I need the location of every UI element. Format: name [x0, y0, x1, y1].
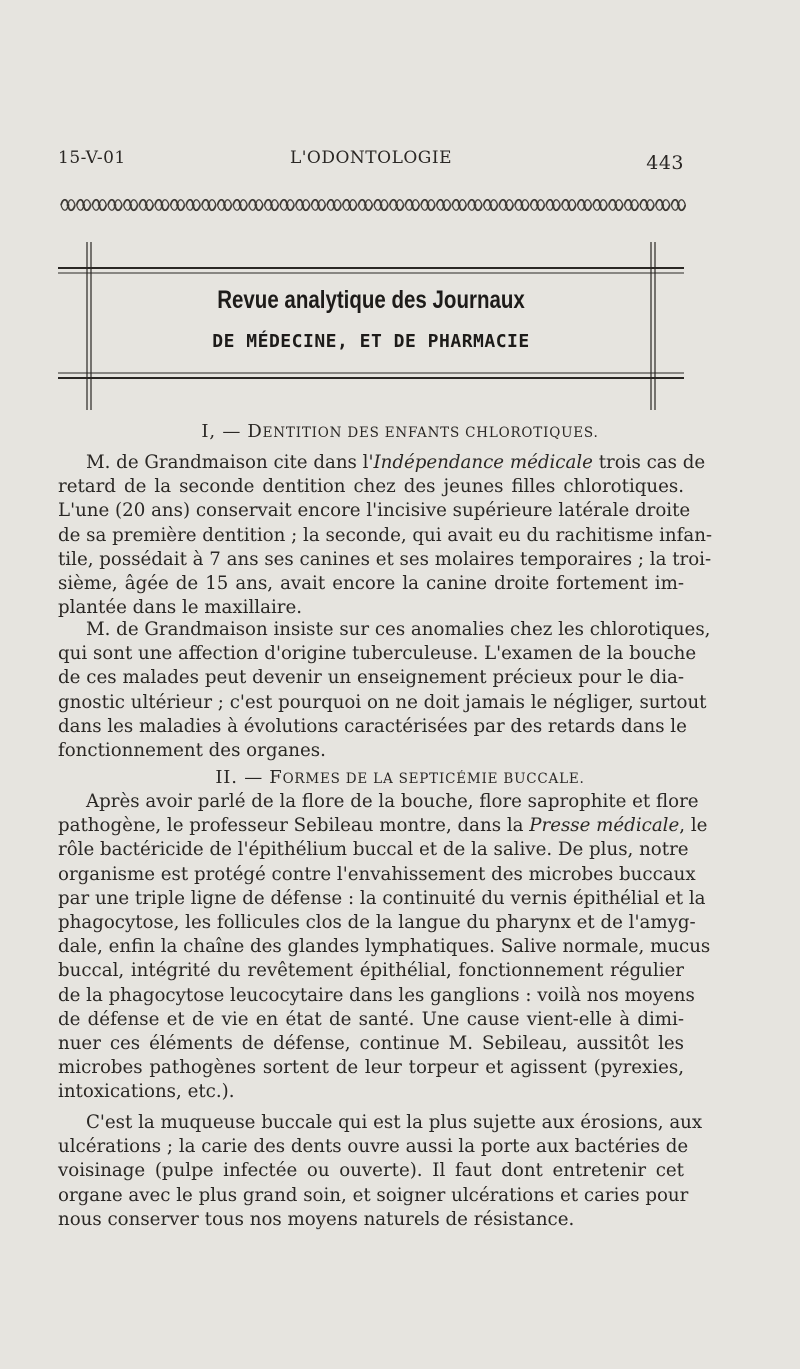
text-line: M. de Grandmaison cite dans l'Indépendance médicale trois cas de: [86, 452, 706, 473]
issue-date: 15-V-01: [58, 148, 126, 168]
text-line: dale, enfin la chaîne des glandes lymphatiques. Salive normale, mucus: [58, 936, 711, 958]
heading-text: ENTITION DES ENFANTS CHLOROTIQUES.: [262, 425, 599, 441]
page-number: 443: [646, 152, 684, 174]
text-line: ulcérations ; la carie des dents ouvre aussi la porte aux bactéries de: [58, 1136, 689, 1158]
section-heading-2: [0, 767, 800, 788]
heading-text: ORMES DE LA SEPTICÉMIE BUCCALE.: [282, 771, 585, 787]
text-line: sième, âgée de 15 ans, avait encore la canine droite fortement im-: [58, 573, 684, 595]
section-title-box: [58, 242, 684, 410]
journal-name: L'ODONTOLOGIE: [289, 148, 453, 168]
text-line: gnostic ultérieur ; c'est pourquoi on ne doit jamais le négliger, surtout: [58, 691, 707, 713]
text-line: organe avec le plus grand soin, et soigner ulcérations et caries pour: [58, 1184, 689, 1206]
title-frame: [58, 242, 684, 410]
text-line: Après avoir parlé de la flore de la bouche, flore saprophite et flore: [86, 791, 699, 812]
text-line: phagocytose, les follicules clos de la langue du pharynx et de l'amyg-: [58, 912, 696, 934]
heading-initial: D: [247, 421, 263, 442]
text-line: organisme est protégé contre l'envahissement des microbes buccaux: [58, 863, 696, 885]
paragraph-4: [58, 1111, 703, 1232]
text-line: M. de Grandmaison insiste sur ces anomalies chez les chlorotiques,: [86, 619, 711, 640]
text-line: de défense et de vie en état de santé. Une cause vient-elle à dimi-: [58, 1008, 684, 1030]
running-head: [58, 146, 684, 174]
text-line: rôle bactéricide de l'épithélium buccal et de la salive. De plus, notre: [58, 839, 689, 861]
publication-title: Presse médicale: [529, 815, 680, 837]
text-line: microbes pathogènes sortent de leur torpeur et agissent (pyrexies,: [58, 1057, 684, 1079]
text-line: retard de la seconde dentition chez des jeunes filles chlorotiques.: [58, 476, 684, 498]
text-line: nuer ces éléments de défense, continue M. Sebileau, aussitôt les: [58, 1033, 684, 1055]
paragraph-3: [58, 790, 711, 1105]
section-number: II. —: [215, 767, 264, 788]
text-line: de sa première dentition ; la seconde, qui avait eu du rachitisme infan-: [58, 524, 713, 546]
section-number: I, —: [201, 421, 242, 442]
paragraph-2: [58, 618, 711, 763]
text-line: qui sont une affection d'origine tuberculeuse. L'examen de la bouche: [58, 643, 697, 665]
review-title: Revue analytique des Journaux: [217, 286, 525, 314]
text-line: voisinage (pulpe infectée ou ouverte). Il faut dont entretenir cet: [58, 1160, 684, 1182]
text-line: C'est la muqueuse buccale qui est la plus sujette aux érosions, aux: [86, 1112, 703, 1133]
heading-initial: F: [269, 767, 283, 788]
text-line: par une triple ligne de défense : la continuité du vernis épithélial et la: [58, 887, 706, 909]
text-line: plantée dans le maxillaire.: [58, 597, 303, 619]
paragraph-1: [58, 451, 713, 620]
publication-title: Indépendance médicale: [373, 452, 593, 473]
decorative-ornament-band: [60, 196, 686, 214]
text-line: intoxications, etc.).: [58, 1081, 235, 1103]
text-line: de la phagocytose leucocytaire dans les ganglions : voilà nos moyens: [58, 984, 695, 1006]
review-subtitle: DE MÉDECINE, ET DE PHARMACIE: [212, 331, 530, 352]
text-line: pathogène, le professeur Sebileau montre, dans la Presse médicale, le: [58, 815, 708, 837]
text-line: tile, possédait à 7 ans ses canines et ses molaires temporaires ; la troi-: [58, 548, 712, 570]
text-line: buccal, intégrité du revêtement épithélial, fonctionnement régulier: [58, 960, 684, 982]
text-line: fonctionnement des organes.: [58, 740, 326, 762]
section-heading-1: [0, 421, 800, 442]
text-line: de ces malades peut devenir un enseignement précieux pour le dia-: [58, 667, 684, 689]
text-line: L'une (20 ans) conservait encore l'incisive supérieure latérale droite: [58, 500, 691, 522]
text-line: nous conserver tous nos moyens naturels de résistance.: [58, 1208, 575, 1230]
text-line: dans les maladies à évolutions caractérisées par des retards dans le: [58, 715, 687, 737]
